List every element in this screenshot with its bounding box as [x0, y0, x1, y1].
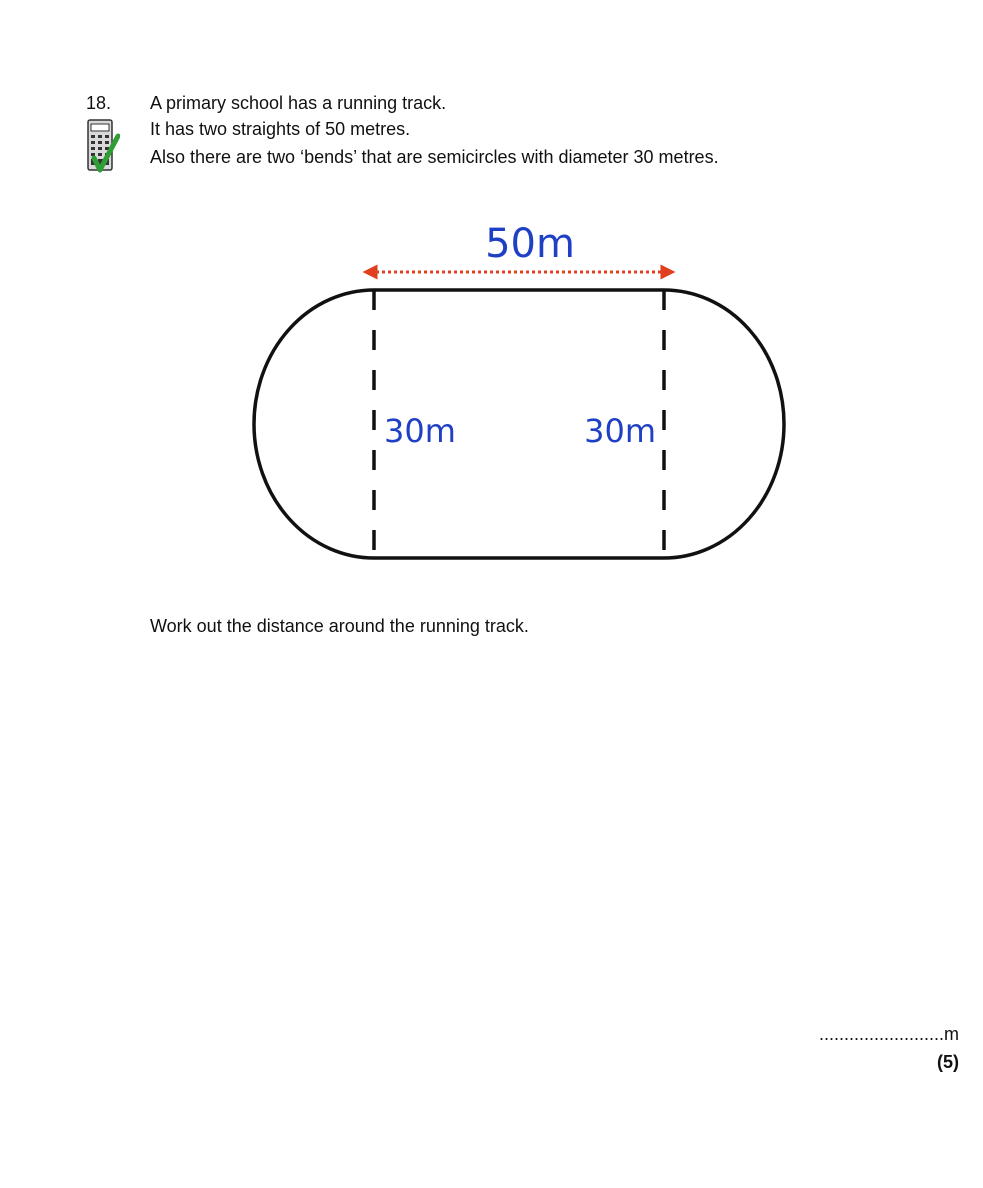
- question-line-3: Also there are two ‘bends’ that are semicircles with diameter 30 metres.: [150, 147, 719, 167]
- question-line-2: It has two straights of 50 metres.: [150, 119, 411, 139]
- answer-line[interactable]: [819, 1024, 959, 1045]
- question-prompt: Work out the distance around the running track.: [150, 616, 529, 636]
- answer-unit: m: [944, 1024, 959, 1044]
- right-diameter-label: 30m: [584, 412, 656, 450]
- marks-label: (5): [937, 1052, 959, 1072]
- calculator-allowed-icon: [86, 118, 120, 174]
- answer-dots: .........................: [818, 1024, 944, 1044]
- track-outline: [254, 290, 784, 558]
- question-line-1: A primary school has a running track.: [150, 93, 447, 113]
- question-number: 18.: [86, 93, 112, 113]
- running-track-diagram: [240, 205, 800, 575]
- straight-length-label: 50m: [485, 221, 575, 267]
- left-diameter-label: 30m: [384, 412, 456, 450]
